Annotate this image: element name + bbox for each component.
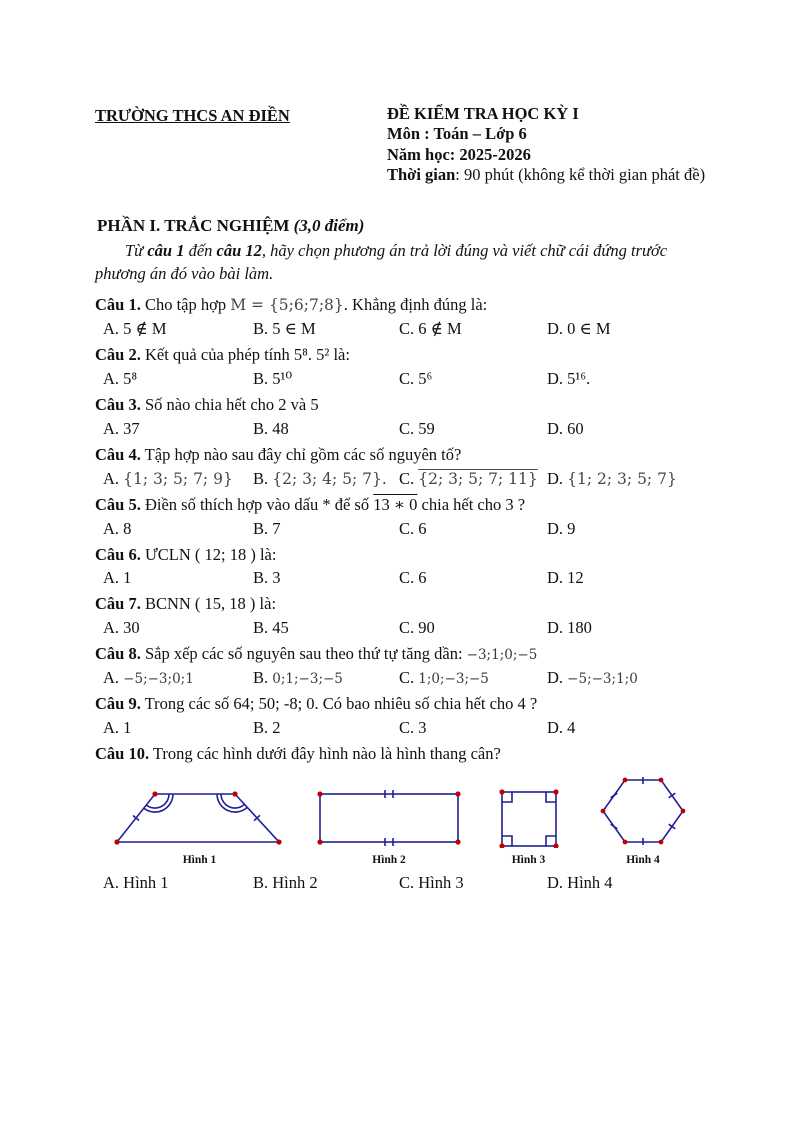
question-10-option-c <box>399 871 547 895</box>
question-6-option-a <box>103 566 253 590</box>
exam-time-detail: : 90 phút (không kể thời gian phát đề) <box>455 165 706 185</box>
option-value: 7 <box>272 518 281 538</box>
option-letter: C. <box>399 718 415 738</box>
figure-1-caption: Hình 1 <box>182 853 217 866</box>
option-value: 2 <box>272 718 281 738</box>
question-10-label: Câu 10. <box>95 743 150 763</box>
option-value: 6 <box>418 568 427 588</box>
question-7-label: Câu 7. <box>95 594 141 614</box>
question-9-option-b <box>253 716 399 740</box>
option-value: 9 <box>567 518 576 538</box>
option-value: 5¹⁰ <box>272 369 293 389</box>
question-8-option-c <box>399 666 547 690</box>
option-letter: C. <box>399 369 415 389</box>
option-letter: D. <box>547 618 564 638</box>
question-2-option-b <box>253 367 399 391</box>
exam-title: ĐỀ KIỂM TRA HỌC KỲ I <box>387 104 579 123</box>
option-letter: D. <box>547 319 564 339</box>
question-1-label: Câu 1. <box>95 295 141 315</box>
option-letter: A. <box>103 468 120 488</box>
option-value: 5⁸ <box>123 369 138 389</box>
option-letter: A. <box>103 518 120 538</box>
question-8-label: Câu 8. <box>95 644 141 664</box>
question-10 <box>95 742 752 895</box>
hexagon-icon <box>593 776 693 848</box>
option-value: {1; 3; 5; 7; 9} <box>123 469 233 488</box>
question-4-text: Câu 4. Tập hợp nào sau đây chỉ gồm các số nguyên tố? <box>95 444 462 464</box>
question-1-option-a <box>103 317 253 341</box>
option-letter: B. <box>253 618 269 638</box>
option-value: 45 <box>272 618 289 638</box>
question-4-options <box>103 467 752 491</box>
option-letter: B. <box>253 418 269 438</box>
option-letter: C. <box>399 872 415 892</box>
overlined-number: 13 ∗ 0 <box>373 494 418 514</box>
question-2-option-a <box>103 367 253 391</box>
option-letter: C. <box>399 518 415 538</box>
question-5 <box>95 493 752 541</box>
question-3-text: Câu 3. Số nào chia hết cho 2 và 5 <box>95 395 319 415</box>
question-8-options <box>103 666 752 690</box>
question-4-option-c <box>399 467 547 491</box>
question-1-option-b <box>253 317 399 341</box>
option-letter: C. <box>399 618 415 638</box>
option-value: 3 <box>418 718 427 738</box>
question-5-option-b <box>253 517 399 541</box>
option-value: 1 <box>123 568 132 588</box>
question-9-text: Câu 9. Trong các số 64; 50; -8; 0. Có bao nhiêu số chia hết cho 4 ? <box>95 694 538 714</box>
question-10-text: Câu 10. Trong các hình dưới đây hình nào là hình thang cân? <box>95 743 501 763</box>
question-6-text: Câu 6. ƯCLN ( 12; 18 ) là: <box>95 544 277 564</box>
question-9-option-c <box>399 716 547 740</box>
question-7-options <box>103 616 752 640</box>
option-value: 0;1;−3;−5 <box>272 671 343 688</box>
question-6-options <box>103 566 752 590</box>
option-value: {2; 3; 5; 7; 11} <box>418 469 538 488</box>
exam-time <box>387 165 752 185</box>
trapezoid-icon <box>107 786 292 848</box>
option-value: {2; 3; 4; 5; 7}. <box>272 469 387 488</box>
option-value: 3 <box>272 568 281 588</box>
question-10-option-b <box>253 871 399 895</box>
option-letter: D. <box>547 518 564 538</box>
question-2 <box>95 343 752 391</box>
option-value: 5¹⁶. <box>567 369 591 389</box>
option-value: 6 <box>418 518 427 538</box>
question-9-options <box>103 716 752 740</box>
question-3 <box>95 393 752 441</box>
question-5-option-c <box>399 517 547 541</box>
option-letter: C. <box>399 468 415 488</box>
exam-time-label: Thời gian <box>387 165 456 185</box>
option-value: Hình 3 <box>418 872 464 892</box>
option-value: 90 <box>418 618 435 638</box>
question-8-option-d <box>547 666 752 690</box>
question-10-figures <box>107 776 752 866</box>
option-value: 4 <box>567 718 576 738</box>
option-letter: D. <box>547 872 564 892</box>
option-letter: B. <box>253 518 269 538</box>
option-value: 8 <box>123 518 132 538</box>
question-10-option-a <box>103 871 253 895</box>
question-7-text: Câu 7. BCNN ( 15, 18 ) là: <box>95 594 277 614</box>
question-6-option-c <box>399 566 547 590</box>
option-value: Hình 1 <box>123 872 169 892</box>
section-heading <box>97 216 752 236</box>
question-8 <box>95 642 752 690</box>
question-8-option-a <box>103 666 253 690</box>
option-letter: C. <box>399 568 415 588</box>
exam-info-block <box>387 104 752 186</box>
figure-hinh-4 <box>593 776 693 866</box>
question-9-option-a <box>103 716 253 740</box>
question-3-option-b <box>253 417 399 441</box>
option-letter: A. <box>103 872 120 892</box>
option-value: 60 <box>567 418 584 438</box>
question-2-option-d <box>547 367 752 391</box>
question-10-option-d <box>547 871 752 895</box>
question-6-option-b <box>253 566 399 590</box>
question-8-option-b <box>253 666 399 690</box>
question-9 <box>95 692 752 740</box>
school-block <box>95 104 387 186</box>
option-letter: A. <box>103 668 120 688</box>
question-2-label: Câu 2. <box>95 345 141 365</box>
option-value: Hình 2 <box>272 872 318 892</box>
figure-hinh-2 <box>314 786 464 866</box>
exam-year: Năm học: 2025-2026 <box>387 144 531 164</box>
option-letter: A. <box>103 568 120 588</box>
option-value: 37 <box>123 418 140 438</box>
option-value: {1; 2; 3; 5; 7} <box>567 469 677 488</box>
question-6-option-d <box>547 566 752 590</box>
school-name: TRƯỜNG THCS AN ĐIỀN <box>95 106 290 125</box>
option-letter: B. <box>253 468 269 488</box>
option-value: 5⁶ <box>418 369 433 389</box>
question-4-option-d <box>547 467 752 491</box>
section-instruction: Từ câu 1 đến câu 12, hãy chọn phương án trả lời đúng và viết chữ cái đứng trước phương án đó vào bài làm. <box>95 240 668 283</box>
question-7-option-c <box>399 616 547 640</box>
option-letter: D. <box>547 568 564 588</box>
question-1-options <box>103 317 752 341</box>
option-value: 1 <box>123 718 132 738</box>
option-letter: B. <box>253 718 269 738</box>
option-value: 180 <box>567 618 592 638</box>
option-letter: C. <box>399 668 415 688</box>
rectangle-icon <box>314 786 464 848</box>
question-6-label: Câu 6. <box>95 544 141 564</box>
section-title: PHẦN I. TRẮC NGHIỆM <box>97 215 290 235</box>
section-points: (3,0 điểm) <box>293 215 365 235</box>
question-7-option-d <box>547 616 752 640</box>
option-value: −5;−3;1;0 <box>567 671 638 688</box>
option-value: 0 ∈ M <box>567 319 611 339</box>
option-letter: D. <box>547 668 564 688</box>
option-value: 6 ∉ M <box>418 319 462 339</box>
question-3-option-a <box>103 417 253 441</box>
option-letter: D. <box>547 718 564 738</box>
question-8-text: Câu 8. Sắp xếp các số nguyên sau theo thứ tự tăng dần: −3;1;0;−5 <box>95 644 538 664</box>
option-value: 59 <box>418 418 435 438</box>
option-value: 48 <box>272 418 289 438</box>
option-value: −5;−3;0;1 <box>123 671 194 688</box>
exam-header <box>95 104 752 186</box>
question-1-option-d <box>547 317 752 341</box>
figure-3-caption: Hình 3 <box>511 853 546 866</box>
question-5-option-d <box>547 517 752 541</box>
square-icon <box>486 786 571 848</box>
question-2-text: Câu 2. Kết quả của phép tính 5⁸. 5² là: <box>95 345 350 365</box>
question-3-label: Câu 3. <box>95 395 141 415</box>
question-9-label: Câu 9. <box>95 694 141 714</box>
question-4-option-b <box>253 467 399 491</box>
figure-4-caption: Hình 4 <box>626 853 660 866</box>
option-letter: B. <box>253 319 269 339</box>
question-2-options <box>103 367 752 391</box>
option-value: Hình 4 <box>567 872 613 892</box>
option-letter: B. <box>253 369 269 389</box>
figure-2-caption: Hình 2 <box>372 853 406 866</box>
question-2-option-c <box>399 367 547 391</box>
option-letter: A. <box>103 369 120 389</box>
option-letter: A. <box>103 418 120 438</box>
question-1 <box>95 293 752 341</box>
question-10-options <box>103 871 752 895</box>
question-4 <box>95 443 752 491</box>
question-3-option-d <box>547 417 752 441</box>
question-6 <box>95 543 752 591</box>
question-4-label: Câu 4. <box>95 444 141 464</box>
option-value: 1;0;−3;−5 <box>418 671 489 688</box>
option-value: 5 ∈ M <box>272 319 316 339</box>
option-letter: C. <box>399 319 415 339</box>
option-letter: D. <box>547 369 564 389</box>
question-5-text: Câu 5. Điền số thích hợp vào dấu * để số 13 ∗ 0 chia hết cho 3 ? <box>95 494 526 514</box>
question-5-options <box>103 517 752 541</box>
question-5-label: Câu 5. <box>95 494 141 514</box>
option-letter: A. <box>103 319 120 339</box>
question-1-text: Câu 1. Cho tập hợp M = {5;6;7;8}. Khẳng định đúng là: <box>95 295 488 315</box>
question-3-options <box>103 417 752 441</box>
option-letter: A. <box>103 618 120 638</box>
option-letter: B. <box>253 568 269 588</box>
figure-hinh-1 <box>107 786 292 866</box>
question-7 <box>95 592 752 640</box>
exam-subject: Môn : Toán – Lớp 6 <box>387 124 527 144</box>
question-5-option-a <box>103 517 253 541</box>
question-4-option-a <box>103 467 253 491</box>
option-letter: A. <box>103 718 120 738</box>
option-letter: B. <box>253 668 269 688</box>
option-value: 30 <box>123 618 140 638</box>
question-7-option-b <box>253 616 399 640</box>
number-sequence: −3;1;0;−5 <box>466 647 538 664</box>
option-letter: B. <box>253 872 269 892</box>
figure-hinh-3 <box>486 786 571 866</box>
option-letter: D. <box>547 468 564 488</box>
option-value: 5 ∉ M <box>123 319 167 339</box>
option-letter: C. <box>399 418 415 438</box>
option-value: 12 <box>567 568 584 588</box>
question-3-option-c <box>399 417 547 441</box>
question-1-option-c <box>399 317 547 341</box>
question-9-option-d <box>547 716 752 740</box>
option-letter: D. <box>547 418 564 438</box>
question-7-option-a <box>103 616 253 640</box>
